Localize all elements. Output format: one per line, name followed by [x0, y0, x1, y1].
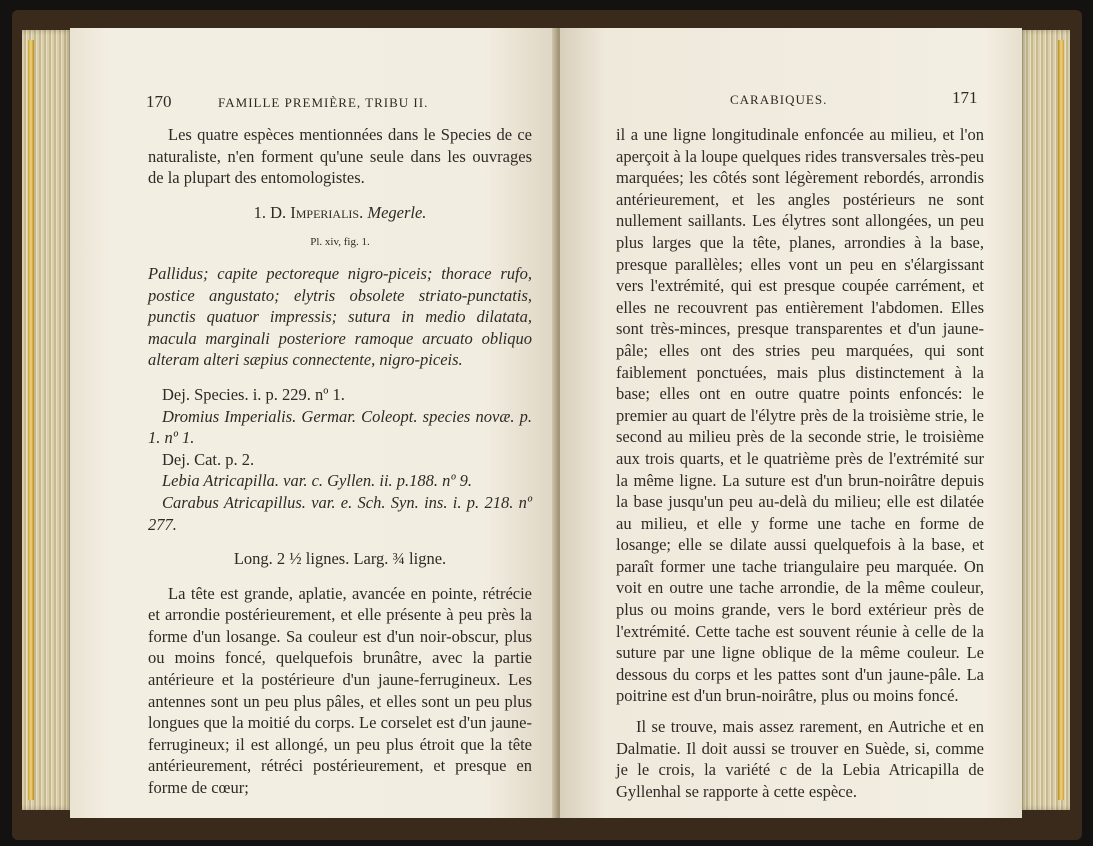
- intro-paragraph: Les quatre espèces mentionnées dans le Species de ce naturaliste, n'en forment qu'une seule dans les ouvrages de la plupart des entomologistes.: [148, 125, 532, 188]
- description-paragraph: La tête est grande, aplatie, avancée en pointe, rétrécie et arrondie postérieurement, et elle présente à peu près la forme d'un losange. Sa couleur est d'un noir-obscur, plus ou moins foncé, quelquefois brunâtre, avec la partie antérieure et la postérieure d'un jaune-ferrugineux. Les antennes sont un peu plus pâles, et elles sont un peu plus longues que la moitié du corps. Le corselet est d'un jaune-ferrugineux; il est allongé, un peu plus étroit que la tête antérieurement, rétréci postérieurement, et presque en forme de cœur;: [148, 583, 532, 798]
- left-text-block: [148, 124, 532, 799]
- continuation-paragraph: il a une ligne longitudinale enfoncée au milieu, et l'on aperçoit à la loupe quelques rides transversales très-peu marquées; les côtés sont légèrement rebordés, arrondis antérieurement, et les angles postérieurs ne sont nullement saillants. Les élytres sont allongées, un peu plus larges que la tête, planes, arrondies à la base, presque parallèles; elles vont un peu en s'élargissant vers l'extrémité, qui est presque coupée carrément, et elles ne recouvrent pas entièrement l'abdomen. Elles sont très-minces, presque transparentes et d'un jaune-pâle; elles ont des stries peu marquées, qui sont faiblement ponctuées, mais plus distinctement à la base; elles ont en outre quatre points enfoncés: le premier au quart de l'élytre près de la troisième strie, le second au milieu près de la seconde strie, le troisième aux trois quarts, et le quatrième près de l'extrémité sur la même ligne. La suture est d'un brun-noirâtre depuis la base jusqu'un peu au-delà du milieu; elle est dilatée au milieu, et elle y forme une tache en forme de losange; elle se dilate aussi quelquefois à la base, et paraît former une tache triangulaire peu marquée. On voit en outre une tache arrondie, de la même couleur, plus ou moins grande, vers le bord extérieur près de l'extrémité. Cette tache est souvent réunie à celle de la suture par une ligne oblique de la même couleur. Le dessous du corps et les pattes sont d'un jaune-pâle. La poitrine est d'un brun-noirâtre, plus ou moins foncé.: [616, 125, 984, 706]
- dimensions-line: Long. 2 ½ lignes. Larg. ¾ ligne.: [233, 549, 447, 569]
- reference-line: Dej. Cat. p. 2.: [162, 449, 255, 469]
- species-author: Megerle.: [367, 202, 427, 222]
- species-name: Imperialis.: [290, 202, 364, 222]
- left-running-head: FAMILLE PREMIÈRE, TRIBU II.: [218, 95, 429, 110]
- left-gilt-edge: [28, 40, 34, 800]
- plate-reference: Pl. xiv, fig. 1.: [310, 236, 370, 249]
- right-text-block: [616, 124, 984, 802]
- left-page: [70, 28, 558, 818]
- reference-line: Dej. Species. i. p. 229. nº 1.: [162, 384, 345, 404]
- habitat-paragraph: Il se trouve, mais assez rarement, en Autriche et en Dalmatie. Il doit aussi se trouver en Suède, si, comme je le crois, la variété c de la Lebia Atricapilla de Gyllenhal se rapporte à cette espèce.: [616, 717, 984, 801]
- right-page: [560, 28, 1022, 818]
- species-heading: [148, 202, 532, 224]
- right-page-number: 171: [952, 88, 978, 107]
- left-running-head-row: [146, 92, 428, 112]
- right-running-head: CARABIQUES.: [730, 92, 828, 107]
- reference-line: Lebia Atricapilla. var. c. Gyllen. ii. p.188. nº 9.: [162, 471, 473, 491]
- species-number: 1. D.: [253, 202, 287, 222]
- reference-line: Dromius Imperialis. Germar. Coleopt. species novæ. p. 1. nº 1.: [148, 406, 532, 448]
- latin-diagnosis: Pallidus; capite pectoreque nigro-piceis; thorace rufo, postice angustato; elytris obsolete striato-punctatis, punctis quatuor impressis; sutura in medio dilatata, macula marginali posteriore ramoque arcuato obliquo alteram alteri sæpius connectente, nigro-piceis.: [148, 263, 532, 370]
- right-gilt-edge: [1058, 40, 1064, 800]
- reference-line: Carabus Atricapillus. var. e. Sch. Syn. ins. i. p. 218. nº 277.: [148, 492, 532, 534]
- left-page-number: 170: [146, 92, 172, 111]
